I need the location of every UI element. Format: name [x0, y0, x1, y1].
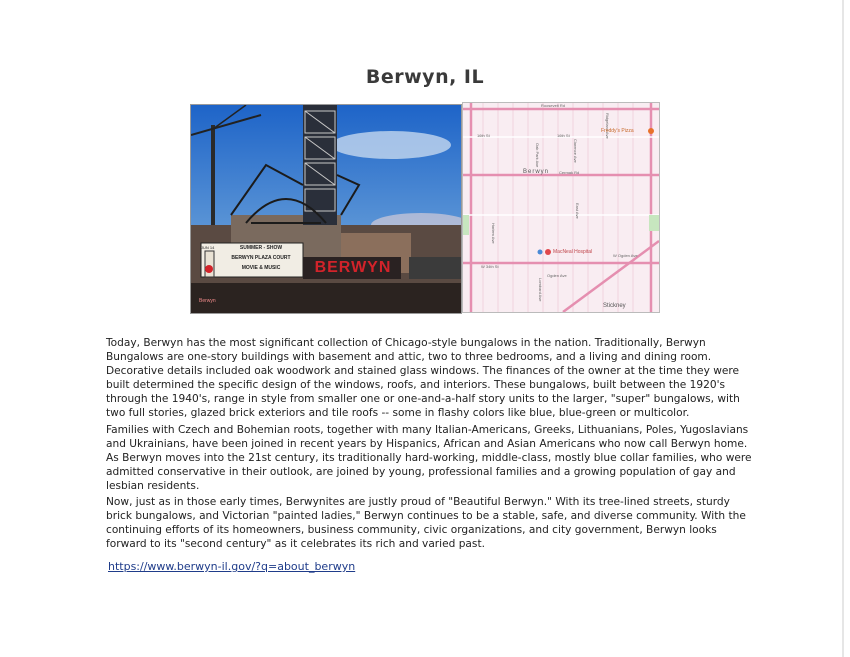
- paragraph-2: Families with Czech and Bohemian roots, together with many Italian-Americans, Greeks, Lithuanians, Poles, Yugoslavians and Ukrainians, have been joined in recent years by Hispanics, African and Asian Americans who now call Berwyn home. As Berwyn moves into the 21st century, its traditionally hard-working, middle-class, mostly blue collar families, who were admitted conservative in their outlook, are joined by young, professional families and a growing population of gay and lesbian residents.: [106, 424, 752, 492]
- map-bottom-label: Stickney: [603, 303, 626, 309]
- side-sign: JUN 14: [201, 245, 215, 250]
- map-vertical-street: Lombard Ave: [538, 278, 543, 302]
- map-vertical-street: Clarence Ave: [573, 139, 578, 163]
- photo-watermark: Berwyn: [199, 298, 216, 304]
- map-vertical-street: Oak Park Ave: [535, 143, 540, 168]
- theater-illustration: [191, 105, 461, 313]
- map-vertical-street: East Ave: [575, 203, 580, 219]
- marquee-line-1: SUMMER - SHOW: [239, 245, 283, 251]
- marquee-line-3: MOVIE & MUSIC: [241, 265, 281, 271]
- map-vertical-street: Harlem Ave: [491, 223, 496, 244]
- map-street-label: 16th St: [557, 133, 570, 138]
- marquee-sign: BERWYN: [314, 259, 392, 276]
- page-title: Berwyn, IL: [365, 66, 485, 88]
- theater-photo: [190, 104, 462, 314]
- map-street-label: W 34th St: [481, 264, 499, 269]
- paragraph-1: Today, Berwyn has the most significant collection of Chicago-style bungalows in the nation. Traditionally, Berwyn Bungalows are one-story buildings with basement and attic, two to three bedrooms, and a living and dining room. Decorative details included oak woodwork and stained glass windows. The finances of the owner at the time they were built determined the specific design of the windows, roofs, and interiors. These bungalows, built between the 1920's through the 1940's, range in style from smaller one or one-and-a-half story units to the larger, "super" bungalows, with two full stories, glazed brick exteriors and tile roofs -- some in flashy colors like blue, blue-green or multicolor.: [106, 337, 740, 419]
- map-street-label: Ogden Ave: [547, 273, 567, 278]
- scan-edge: [842, 0, 844, 657]
- source-link[interactable]: https://www.berwyn-il.gov/?q=about_berwyn: [108, 560, 356, 573]
- map-street-label: 16th St: [477, 133, 490, 138]
- map-poi-label: Freddy's Pizza: [601, 128, 634, 134]
- map-street-label: Cermak Rd: [559, 170, 580, 175]
- map-vertical-street: Ridgeland Ave: [605, 113, 610, 139]
- street-map: [462, 102, 660, 313]
- map-poi-label: MacNeal Hospital: [553, 249, 593, 255]
- map-street-top: Roosevelt Rd: [541, 103, 566, 108]
- map-street-label: W Ogden Ave: [613, 253, 638, 258]
- paragraph-3: Now, just as in those early times, Berwynites are justly proud of "Beautiful Berwyn." With its tree-lined streets, sturdy brick bungalows, and Victorian "painted ladies," Berwyn continues to be a stable, safe, and diverse community. With the continuing efforts of its homeowners, business community, civic organizations, and city government, Berwyn looks forward to its "second century" as it celebrates its rich and varied past.: [106, 496, 746, 550]
- marquee-line-2: BERWYN PLAZA COURT: [231, 255, 291, 261]
- map-place-label: Berwyn: [523, 169, 550, 175]
